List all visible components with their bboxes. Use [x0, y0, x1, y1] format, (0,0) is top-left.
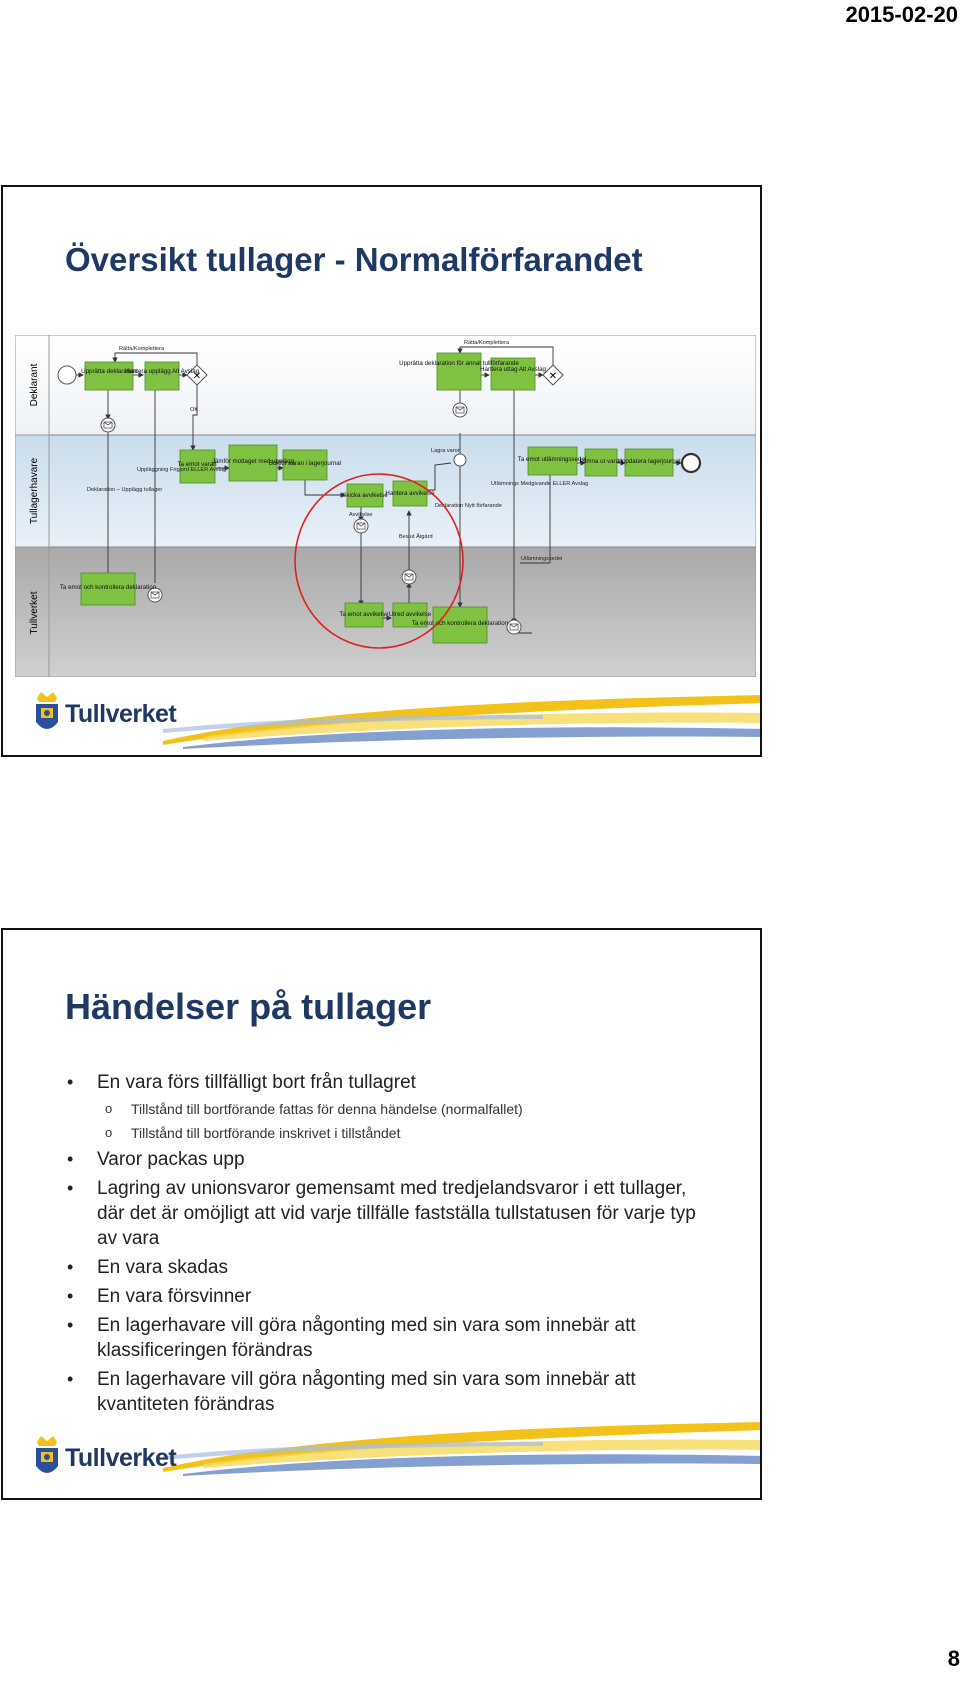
task-label: Ta emot och kontrollera deklaration	[59, 584, 157, 591]
bullet-item: • En lagerhavare vill göra någonting med sin vara som innebär att kvantiteten förändras	[65, 1367, 715, 1417]
flow-label: Avvikelse	[349, 512, 373, 518]
brand-stripes	[163, 689, 762, 749]
tullverket-logo	[33, 1436, 176, 1480]
bullet-item: • En vara förs tillfälligt bort från tullagret	[65, 1070, 715, 1095]
task-upprata-deklaration	[85, 362, 133, 390]
page-number: 8	[947, 1646, 960, 1671]
lane-label-tullagerhavare: Tullagerhavare	[29, 457, 40, 525]
task-label: Ta emot utlämningssedel	[517, 456, 587, 463]
bullet-item: • En vara försvinner	[65, 1284, 715, 1309]
brand-stripes	[163, 1416, 762, 1476]
flow-label: Beslut Åtgärd	[399, 534, 433, 540]
task-label: Ta emot och kontrollera deklaration	[411, 620, 509, 627]
task-label: Hantera upplägg Alt Avslag	[124, 368, 200, 375]
sub-bullet-item: o Tillstånd till bortförande fattas för denna händelse (normalfallet)	[65, 1099, 715, 1119]
bullet-item: • Lagring av unionsvaror gemensamt med tredjelandsvaror i ett tullager, där det är omöjligt att vid varje tillfälle fastställa tullstatusen för varje typ av vara	[65, 1176, 715, 1251]
task-label: Utred avvikelse	[388, 611, 432, 618]
task-label: Uppdatera lagerjournal	[617, 458, 681, 465]
header-date: 2015-02-20	[845, 2, 958, 27]
task-label: Upprätta deklaration för annat tullförfarande	[399, 360, 519, 367]
task-upprata-dekl-annat	[437, 353, 481, 390]
flow-label: Uppläggning Frigjord ELLER Avslag	[137, 467, 227, 473]
task-label: Skicka avvikelse	[342, 492, 388, 499]
task-label: Hantera avvikelse	[385, 490, 435, 497]
task-label: Upprätta deklaration	[81, 368, 137, 375]
task-label: Ta emot avvikelse	[339, 611, 389, 618]
crown-shield-icon	[33, 692, 61, 736]
flow-label: Rätta/Komplettera	[119, 346, 165, 352]
end-event	[682, 454, 700, 472]
lane-label-tullverket: Tullverket	[29, 591, 40, 635]
flow-label: Rätta/Komplettera	[464, 340, 510, 346]
task-label: Hantera uttag Alt Avslag	[480, 366, 546, 373]
lane-label-deklarant: Deklarant	[29, 363, 40, 407]
task-label: Lämna ut varan	[579, 458, 623, 465]
slide-events	[1, 928, 762, 1500]
bullet-item: • En lagerhavare vill göra någonting med sin vara som innebär att klassificeringen förändras	[65, 1313, 715, 1363]
task-hantera-upplagg	[145, 362, 179, 390]
logo-text: Tullverket	[65, 1443, 177, 1472]
logo-text: Tullverket	[65, 699, 177, 728]
flow-label: OK	[190, 407, 199, 413]
timer-event-icon	[454, 454, 466, 466]
start-event	[58, 366, 76, 384]
slide-overview	[1, 185, 762, 757]
crown-shield-icon	[33, 1436, 61, 1480]
bullet-item: • En vara skadas	[65, 1255, 715, 1280]
tullverket-logo	[33, 692, 176, 736]
process-diagram	[15, 335, 756, 677]
bullet-list	[65, 1070, 715, 1421]
svg-text:✕: ✕	[192, 371, 202, 382]
task-label: Ta emot varan	[177, 461, 217, 468]
task-label: Jämför mottaget med upplägg	[211, 458, 295, 465]
flow-label: Utlämnings Medgivande ELLER Avslag	[491, 481, 589, 487]
flow-label: Deklaration Nytt förfarande	[435, 503, 502, 509]
svg-text:✕: ✕	[548, 371, 558, 382]
flow-label: Utlämningssedel	[521, 556, 563, 562]
bullet-item: • Varor packas upp	[65, 1147, 715, 1172]
sub-bullet-item: o Tillstånd till bortförande inskrivet i tillståndet	[65, 1123, 715, 1143]
task-label: Bokför varan i lagerjournal	[268, 460, 342, 467]
slide-title: Händelser på tullager	[65, 986, 432, 1027]
slide-title: Översikt tullager - Normalförfarandet	[65, 241, 643, 278]
flow-label: Deklaration – Upplägg tullager	[87, 487, 163, 493]
flow-label: Lagra varor	[431, 448, 460, 454]
